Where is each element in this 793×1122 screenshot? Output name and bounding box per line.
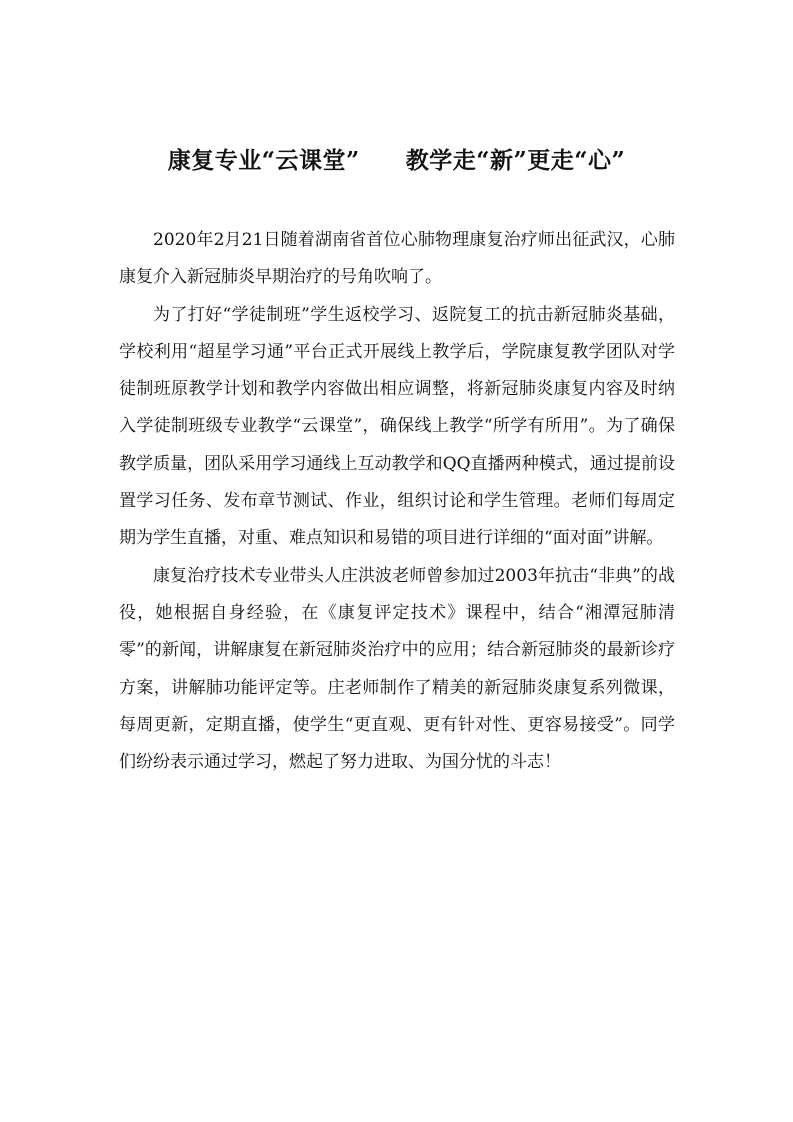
paragraph-2: 为了打好“学徒制班”学生返校学习、返院复工的抗击新冠肺炎基础，学校利用“超星学习通”平台正式开展线上教学后，学院康复教学团队对学徒制班原教学计划和教学内容做出相应调整，将新冠肺炎康复内容及时纳入学徒制班级专业教学“云课堂”，确保线上教学“所学有所用”。为了确保教学质量，团队采用学习通线上互动教学和QQ直播两种模式，通过提前设置学习任务、发布章节测试、作业，组织讨论和学生管理。老师们每周定期为学生直播，对重、难点知识和易错的项目进行详细的“面对面”讲解。: [119, 304, 675, 549]
paragraph-3: 康复治疗技术专业带头人庄洪波老师曾参加过2003年抗击“非典”的战役，她根据自身经验，在《康复评定技术》课程中，结合“湘潭冠肺清零”的新闻，讲解康复在新冠肺炎治疗中的应用；结合新冠肺炎的最新诊疗方案，讲解肺功能评定等。庄老师制作了精美的新冠肺炎康复系列微课，每周更新，定期直播，使学生“更直观、更有针对性、更容易接受”。同学们纷纷表示通过学习，燃起了努力进取、为国分忧的斗志！: [119, 565, 675, 773]
article-body: [119, 222, 675, 781]
article-title-part1: 康复专业“云课堂”: [167, 147, 360, 174]
paragraph-1: 2020年2月21日随着湖南省首位心肺物理康复治疗师出征武汉，心肺康复介入新冠肺炎早期治疗的号角吹响了。: [119, 230, 675, 288]
article-title-part2: 教学走“新”更走“心”: [405, 147, 626, 174]
article-title: [0, 142, 793, 175]
